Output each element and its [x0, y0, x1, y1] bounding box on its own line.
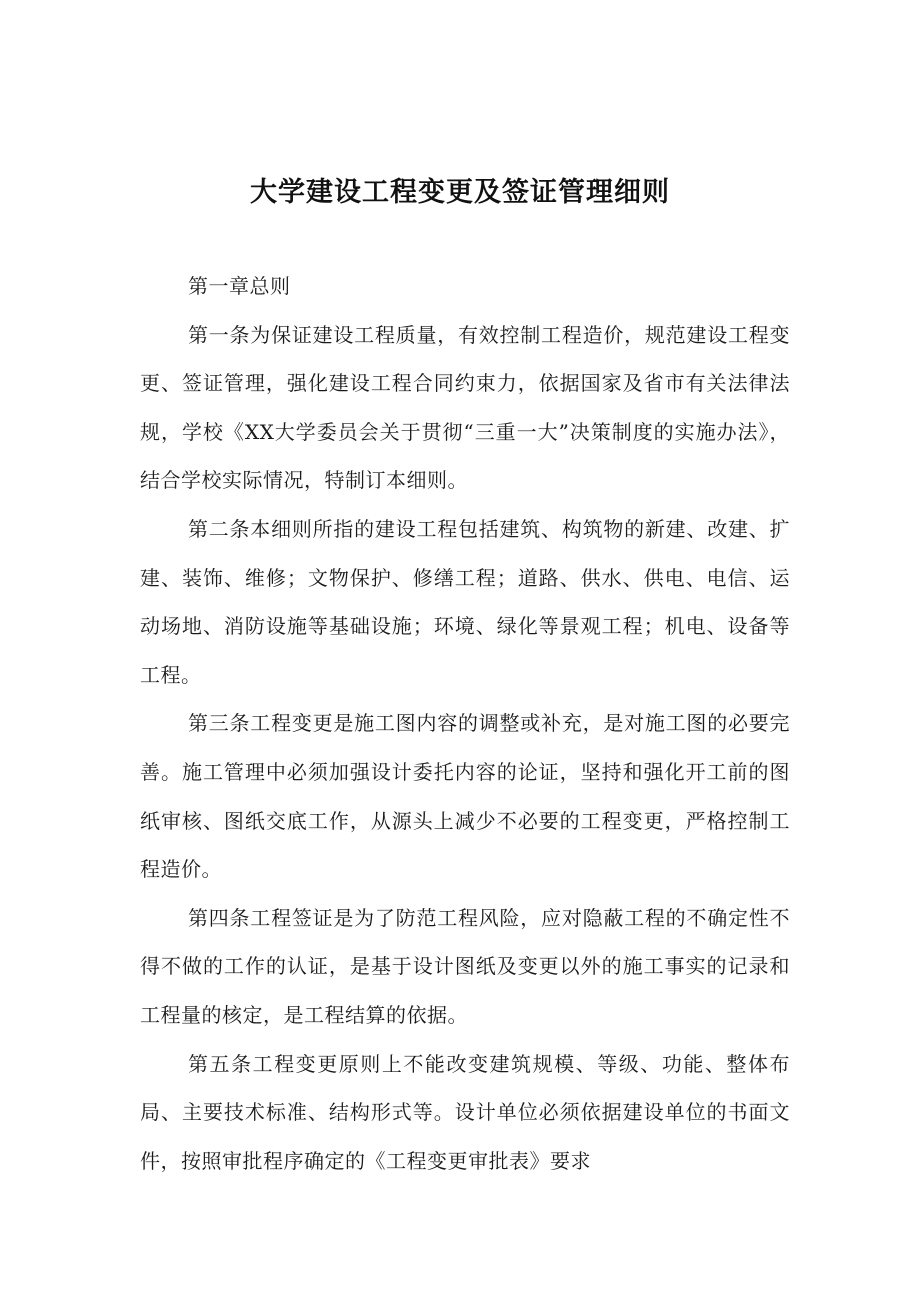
document-body — [140, 262, 790, 1185]
article-5-paragraph: 第五条工程变更原则上不能改变建筑规模、等级、功能、整体布局、主要技术标准、结构形式等。设计单位必须依据建设单位的书面文件，按照审批程序确定的《工程变更审批表》要求 — [140, 1051, 790, 1173]
document-title: 大学建设工程变更及签证管理细则 — [250, 177, 670, 208]
article-1-paragraph: 第一条为保证建设工程质量，有效控制工程造价，规范建设工程变更、签证管理，强化建设工程合同约束力，依据国家及省市有关法律法规，学校《XX大学委员会关于贯彻“三重一大”决策制度的实施办法》，结合学校实际情况，特制订本细则。 — [140, 322, 790, 493]
article-2-paragraph: 第二条本细则所指的建设工程包括建筑、构筑物的新建、改建、扩建、装饰、维修；文物保护、修缮工程；道路、供水、供电、电信、运动场地、消防设施等基础设施；环境、绿化等景观工程；机电、设备等工程。 — [140, 516, 790, 687]
article-3-paragraph: 第三条工程变更是施工图内容的调整或补充，是对施工图的必要完善。施工管理中必须加强设计委托内容的论证，坚持和强化开工前的图纸审核、图纸交底工作，从源头上减少不必要的工程变更，严格控制工程造价。 — [140, 711, 790, 882]
chapter-heading: 第一章总则 — [188, 274, 291, 298]
article-4-paragraph: 第四条工程签证是为了防范工程风险，应对隐蔽工程的不确定性不得不做的工作的认证，是基于设计图纸及变更以外的施工事实的记录和工程量的核定，是工程结算的依据。 — [140, 905, 790, 1027]
